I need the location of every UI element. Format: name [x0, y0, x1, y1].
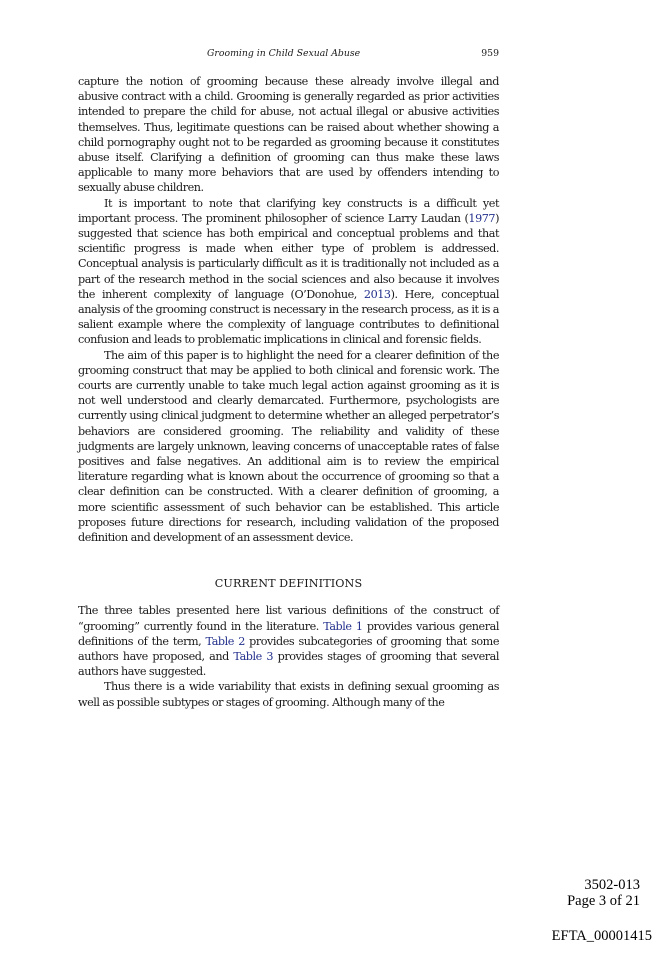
- doc-code: 3502-013: [584, 877, 640, 893]
- table-2-link[interactable]: Table 2: [205, 634, 245, 648]
- paragraph-text: provides subcategories of grooming that some authors have proposed, and: [78, 634, 499, 663]
- paragraph-text: ). Here, conceptual analysis of the grooming construct is necessary in the research process, as it is a salient example where the complexity of language contributes to definitional confusion and leads to problematic implications in clinical and forensic fields.: [78, 287, 499, 347]
- table-1-link[interactable]: Table 1: [323, 619, 363, 633]
- page-of-count: Page 3 of 21: [567, 893, 640, 909]
- article-body: [78, 74, 499, 710]
- citation-link-odonohue-2013[interactable]: 2013: [363, 287, 391, 301]
- running-title: Grooming in Child Sexual Abuse: [207, 48, 361, 59]
- bates-number: EFTA_00001415: [551, 928, 652, 944]
- section-heading: CURRENT DEFINITIONS: [214, 577, 363, 591]
- paragraph-text: The three tables presented here list various definitions of the construct of “grooming” currently found in the literature.: [78, 604, 499, 633]
- paragraph-text: provides stages of grooming that several authors have suggested.: [78, 649, 499, 679]
- paragraph-continuation: capture the notion of grooming because these already involve illegal and abusive contract with a child. Grooming is generally regarded as prior activities intended to prepare the child for abuse, not actual illegal or abusive activities themselves. Thus, legitimate questions can be raised about whether showing a child pornography ought not to be regarded as grooming because it constitutes abuse itself. Clarifying a definition of grooming can thus make these laws applicable to many more behaviors that are used by offenders intending to sexually abuse children.: [78, 75, 499, 195]
- running-head: [78, 47, 499, 61]
- citation-link-laudan-1977[interactable]: 1977: [468, 211, 496, 225]
- paragraph-text: It is important to note that clarifying key constructs is a difficult yet important process. The prominent philosopher of science Larry Laudan (: [78, 196, 499, 225]
- page-number: 959: [481, 48, 499, 59]
- paragraph-text: ) suggested that science has both empirical and conceptual problems and that scientific progress is made when either type of problem is addressed. Conceptual analysis is particularly difficult as it is traditionally not included as a part of the research method in the social sciences and also because it involves the inherent complexity of language (O’Donohue,: [78, 211, 499, 301]
- paragraph-text: provides various general definitions of the term,: [78, 619, 499, 648]
- table-3-link[interactable]: Table 3: [233, 649, 274, 663]
- document-stamp: [567, 877, 640, 909]
- paragraph-constructs: [78, 196, 499, 348]
- paragraph-tables-intro: [78, 603, 499, 679]
- paragraph-variability: Thus there is a wide variability that exists in defining sexual grooming as well as possible subtypes or stages of grooming. Although many of the: [78, 680, 499, 709]
- paragraph-aim: The aim of this paper is to highlight the need for a clearer definition of the grooming construct that may be applied to both clinical and forensic work. The courts are currently unable to take much legal action against grooming as it is not well understood and clearly demarcated. Furthermore, psychologists are currently using clinical judgment to determine whether an alleged perpetrator’s behaviors are considered grooming. The reliability and validity of these judgments are largely unknown, leaving concerns of unacceptable rates of false positives and false negatives. An additional aim is to review the empirical literature regarding what is known about the occurrence of grooming so that a clear definition can be constructed. With a clearer definition of grooming, a more scientific assessment of such behavior can be established. This article proposes future directions for research, including validation of the proposed definition and development of an assessment device.: [78, 348, 499, 545]
